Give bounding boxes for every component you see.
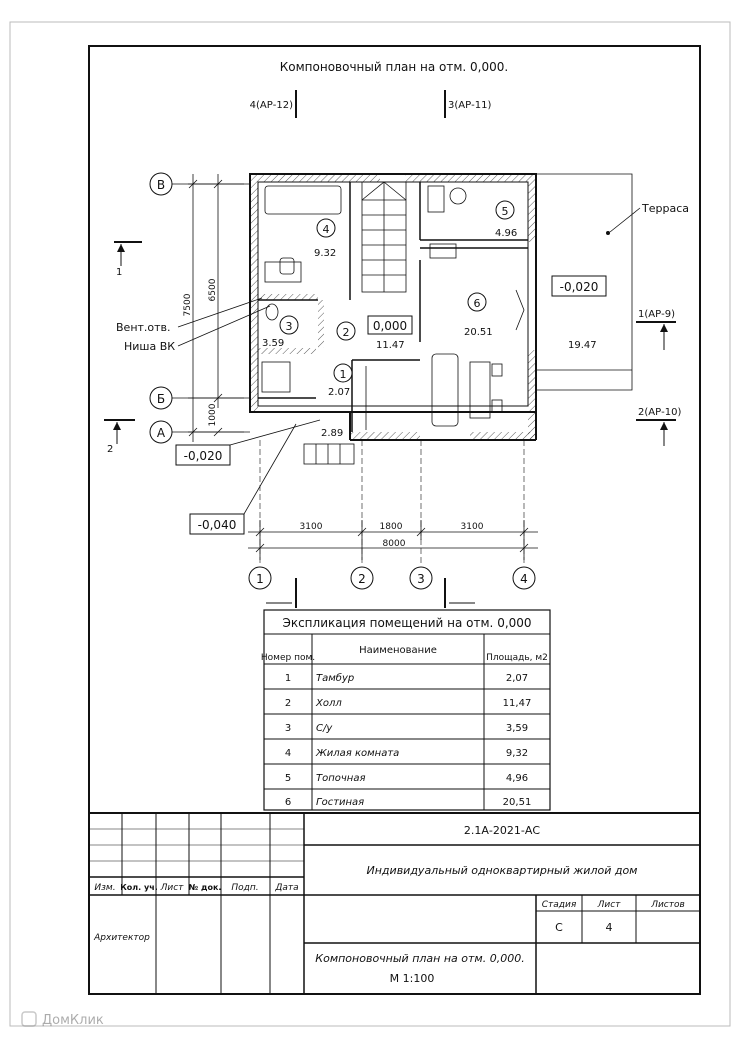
- svg-text:А: А: [156, 426, 166, 440]
- stamp-sheets-label: Листов: [651, 900, 685, 910]
- dim-3100-b: 3100: [460, 522, 484, 532]
- svg-text:3: 3: [284, 723, 292, 734]
- room-3: [262, 316, 298, 349]
- vertical-dimension-lines: [188, 174, 244, 442]
- stamp-code: 2.1А-2021-АС: [463, 824, 541, 837]
- dim-7500: 7500: [183, 293, 193, 317]
- room-6: [464, 293, 493, 338]
- svg-text:5: 5: [501, 205, 509, 218]
- boiler: [428, 186, 444, 212]
- dim-1000: 1000: [208, 403, 218, 427]
- stamp-sheet-label: Лист: [597, 900, 621, 910]
- stamp-col-data: Дата: [275, 883, 299, 893]
- svg-text:1(АР-9): 1(АР-9): [638, 309, 676, 320]
- axis-col-3: [410, 440, 432, 589]
- svg-text:В: В: [156, 178, 166, 192]
- svg-text:6: 6: [473, 297, 481, 310]
- right-mark-2: [636, 407, 681, 446]
- svg-text:9,32: 9,32: [505, 748, 529, 759]
- svg-text:1: 1: [284, 673, 292, 684]
- axis-col-4: [513, 440, 535, 589]
- vent-label: Вент.отв.: [116, 321, 171, 334]
- svg-text:Тамбур: Тамбур: [316, 673, 355, 684]
- watermark: [22, 1012, 104, 1028]
- svg-text:20.51: 20.51: [464, 327, 493, 338]
- svg-text:-0,020: -0,020: [183, 449, 223, 463]
- section-mark-4: [250, 90, 296, 118]
- washer: [262, 362, 290, 392]
- svg-text:0,000: 0,000: [372, 319, 408, 333]
- section-mark-3: [445, 90, 491, 118]
- sofa-living: [432, 354, 458, 426]
- stamp-sheet-title: Компоновочный план на отм. 0,000.: [315, 952, 525, 965]
- svg-text:4: 4: [322, 223, 330, 236]
- dim-6500: 6500: [208, 278, 218, 302]
- svg-text:-0,040: -0,040: [197, 518, 237, 532]
- sofa-bedroom: [265, 186, 341, 214]
- svg-text:Б: Б: [156, 392, 166, 406]
- dim-1800: 1800: [379, 522, 403, 532]
- stamp-col-kol: Кол. уч.: [120, 883, 158, 892]
- stamp-col-izm: Изм.: [94, 883, 116, 893]
- terrace-door: [516, 290, 524, 330]
- level-main: [368, 316, 412, 334]
- header-name: Наименование: [359, 645, 437, 656]
- svg-text:-0,020: -0,020: [559, 280, 599, 294]
- plan-title: Компоновочный план на отм. 0,000.: [279, 60, 509, 74]
- svg-text:3: 3: [417, 572, 425, 586]
- svg-text:Холл: Холл: [316, 698, 342, 709]
- room-1: [328, 364, 352, 398]
- section-ref-right: 3(АР-11): [448, 100, 492, 111]
- svg-text:11,47: 11,47: [502, 698, 532, 709]
- stamp-col-list: Лист: [160, 883, 184, 893]
- svg-text:4,96: 4,96: [505, 773, 529, 784]
- svg-text:2.07: 2.07: [328, 387, 351, 398]
- stamp-scale: М 1:100: [389, 972, 435, 985]
- watermark-text: ДомКлик: [42, 1013, 104, 1028]
- staircase: [362, 182, 406, 292]
- svg-text:4.96: 4.96: [495, 228, 518, 239]
- svg-text:6: 6: [284, 797, 292, 808]
- side-mark-1: [114, 242, 142, 278]
- furniture: [262, 186, 524, 430]
- dim-3100-a: 3100: [299, 522, 323, 532]
- svg-text:4: 4: [284, 748, 292, 759]
- svg-text:3,59: 3,59: [505, 723, 529, 734]
- dining-table: [470, 362, 490, 418]
- svg-text:Топочная: Топочная: [316, 773, 366, 784]
- room-5: [495, 201, 517, 239]
- dim-8000: 8000: [382, 539, 406, 549]
- terrace-area: 19.47: [568, 340, 597, 351]
- stamp-col-doc: № док.: [188, 883, 222, 892]
- header-area: Площадь, м2: [486, 653, 548, 663]
- svg-text:3.59: 3.59: [262, 338, 285, 349]
- stamp-sheet: 4: [605, 921, 613, 934]
- svg-text:11.47: 11.47: [376, 340, 405, 351]
- room-4: [314, 219, 336, 259]
- stamp-stage-label: Стадия: [541, 900, 577, 910]
- side-mark-2: [104, 420, 135, 455]
- level-terrace: [552, 276, 606, 296]
- toilet-icon: [266, 304, 278, 320]
- svg-text:1: 1: [339, 368, 347, 381]
- axis-col-1: [249, 440, 271, 589]
- section-ref-left: 4(АР-12): [249, 100, 293, 111]
- stamp-project: Индивидуальный одноквартирный жилой дом: [366, 864, 638, 877]
- svg-text:9.32: 9.32: [314, 248, 337, 259]
- niche-label: Ниша ВК: [124, 340, 176, 353]
- explication-table: [261, 610, 550, 810]
- tank: [450, 188, 466, 204]
- svg-text:5: 5: [284, 773, 292, 784]
- svg-text:Гостиная: Гостиная: [316, 797, 365, 808]
- stamp-col-podp: Подп.: [231, 883, 259, 893]
- stamp-stage: С: [555, 921, 563, 934]
- drawing-frame: [89, 46, 700, 994]
- svg-text:1: 1: [116, 267, 123, 278]
- svg-text:2: 2: [284, 698, 292, 709]
- svg-text:2(АР-10): 2(АР-10): [638, 407, 682, 418]
- level-ground: [190, 424, 296, 534]
- svg-text:2: 2: [342, 326, 350, 339]
- header-num: Номер пом.: [260, 653, 316, 663]
- porch-area: 2.89: [321, 428, 344, 439]
- svg-text:Жилая комната: Жилая комната: [316, 748, 400, 759]
- right-mark-1: [636, 309, 676, 350]
- svg-text:4: 4: [520, 572, 528, 586]
- radiator: [430, 244, 456, 258]
- level-porch: [176, 420, 320, 465]
- svg-text:2: 2: [107, 444, 114, 455]
- porch-steps: [304, 444, 354, 464]
- svg-text:20,51: 20,51: [502, 797, 532, 808]
- svg-text:С/у: С/у: [316, 723, 333, 734]
- desk-bedroom: [265, 262, 301, 282]
- svg-text:3: 3: [285, 320, 293, 333]
- svg-text:1: 1: [256, 572, 264, 586]
- chair-bedroom: [280, 258, 294, 274]
- interior-walls: [258, 182, 528, 432]
- stamp-role: Архитектор: [94, 933, 150, 943]
- svg-text:2: 2: [358, 572, 366, 586]
- explication-title: Экспликация помещений на отм. 0,000: [282, 616, 532, 630]
- terrace-label: Терраса: [642, 202, 689, 215]
- svg-text:2,07: 2,07: [505, 673, 529, 684]
